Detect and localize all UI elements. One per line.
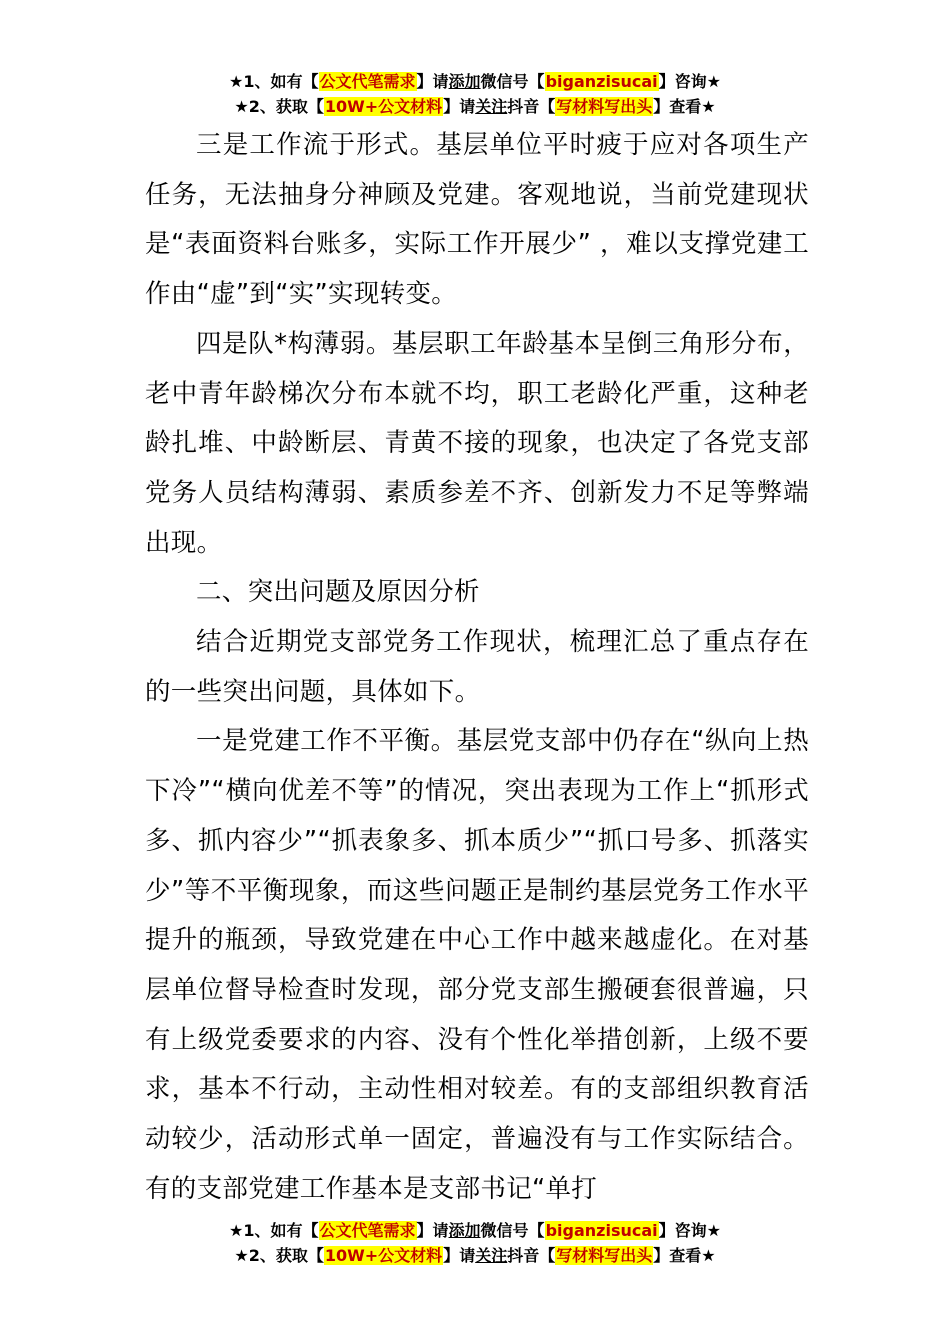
- highlight-service: 公文代笔需求: [319, 72, 416, 91]
- highlight-service: 公文代笔需求: [319, 1221, 416, 1240]
- paragraph: 三是工作流于形式。基层单位平时疲于应对各项生产任务，无法抽身分神顾及党建。客观地说，当前党建现状是“表面资料台账多，实际工作开展少” ，难以支撑党建工作由“虚”到“实”实现转变。: [145, 130, 809, 310]
- paragraph: 四是队*构薄弱。基层职工年龄基本呈倒三角形分布，老中青年龄梯次分布本就不均，职工老龄化严重，这种老龄扎堆、中龄断层、青黄不接的现象，也决定了各党支部党务人员结构薄弱、素质参差不齐、创新发力不足等弊端出现。: [145, 328, 809, 558]
- document-body: [145, 121, 809, 1214]
- footer-banner: [0, 1218, 950, 1268]
- header-banner: [0, 69, 950, 119]
- banner-line-1: ★1、如有【公文代笔需求】请添加微信号【biganzisucai】咨询★: [229, 72, 721, 91]
- highlight-douyin: 写材料写出头: [556, 1246, 653, 1265]
- banner-line-1: ★1、如有【公文代笔需求】请添加微信号【biganzisucai】咨询★: [229, 1221, 721, 1240]
- paragraph: 结合近期党支部党务工作现状，梳理汇总了重点存在的一些突出问题，具体如下。: [145, 627, 809, 707]
- highlight-materials: 10W+公文材料: [324, 97, 443, 116]
- paragraph: 一是党建工作不平衡。基层党支部中仍存在“纵向上热下冷”“横向优差不等”的情况，突出表现为工作上“抓形式多、抓内容少”“抓表象多、抓本质少”“抓口号多、抓落实少”等不平衡现象，而这些问题正是制约基层党务工作水平提升的瓶颈，导致党建在中心工作中越来越虚化。在对基层单位督导检查时发现，部分党支部生搬硬套很普遍，只有上级党委要求的内容、没有个性化举措创新，上级不要求，基本不行动，主动性相对较差。有的支部组织教育活动较少，活动形式单一固定，普遍没有与工作实际结合。有的支部党建工作基本是支部书记“单打: [145, 726, 809, 1204]
- highlight-materials: 10W+公文材料: [324, 1246, 443, 1265]
- highlight-wechat-id: biganzisucai: [545, 1221, 658, 1240]
- banner-line-2: ★2、获取【10W+公文材料】请关注抖音【写材料写出头】查看★: [234, 97, 716, 116]
- banner-line-2: ★2、获取【10W+公文材料】请关注抖音【写材料写出头】查看★: [234, 1246, 716, 1265]
- section-heading: 二、突出问题及原因分析: [196, 577, 480, 608]
- highlight-douyin: 写材料写出头: [556, 97, 653, 116]
- highlight-wechat-id: biganzisucai: [545, 72, 658, 91]
